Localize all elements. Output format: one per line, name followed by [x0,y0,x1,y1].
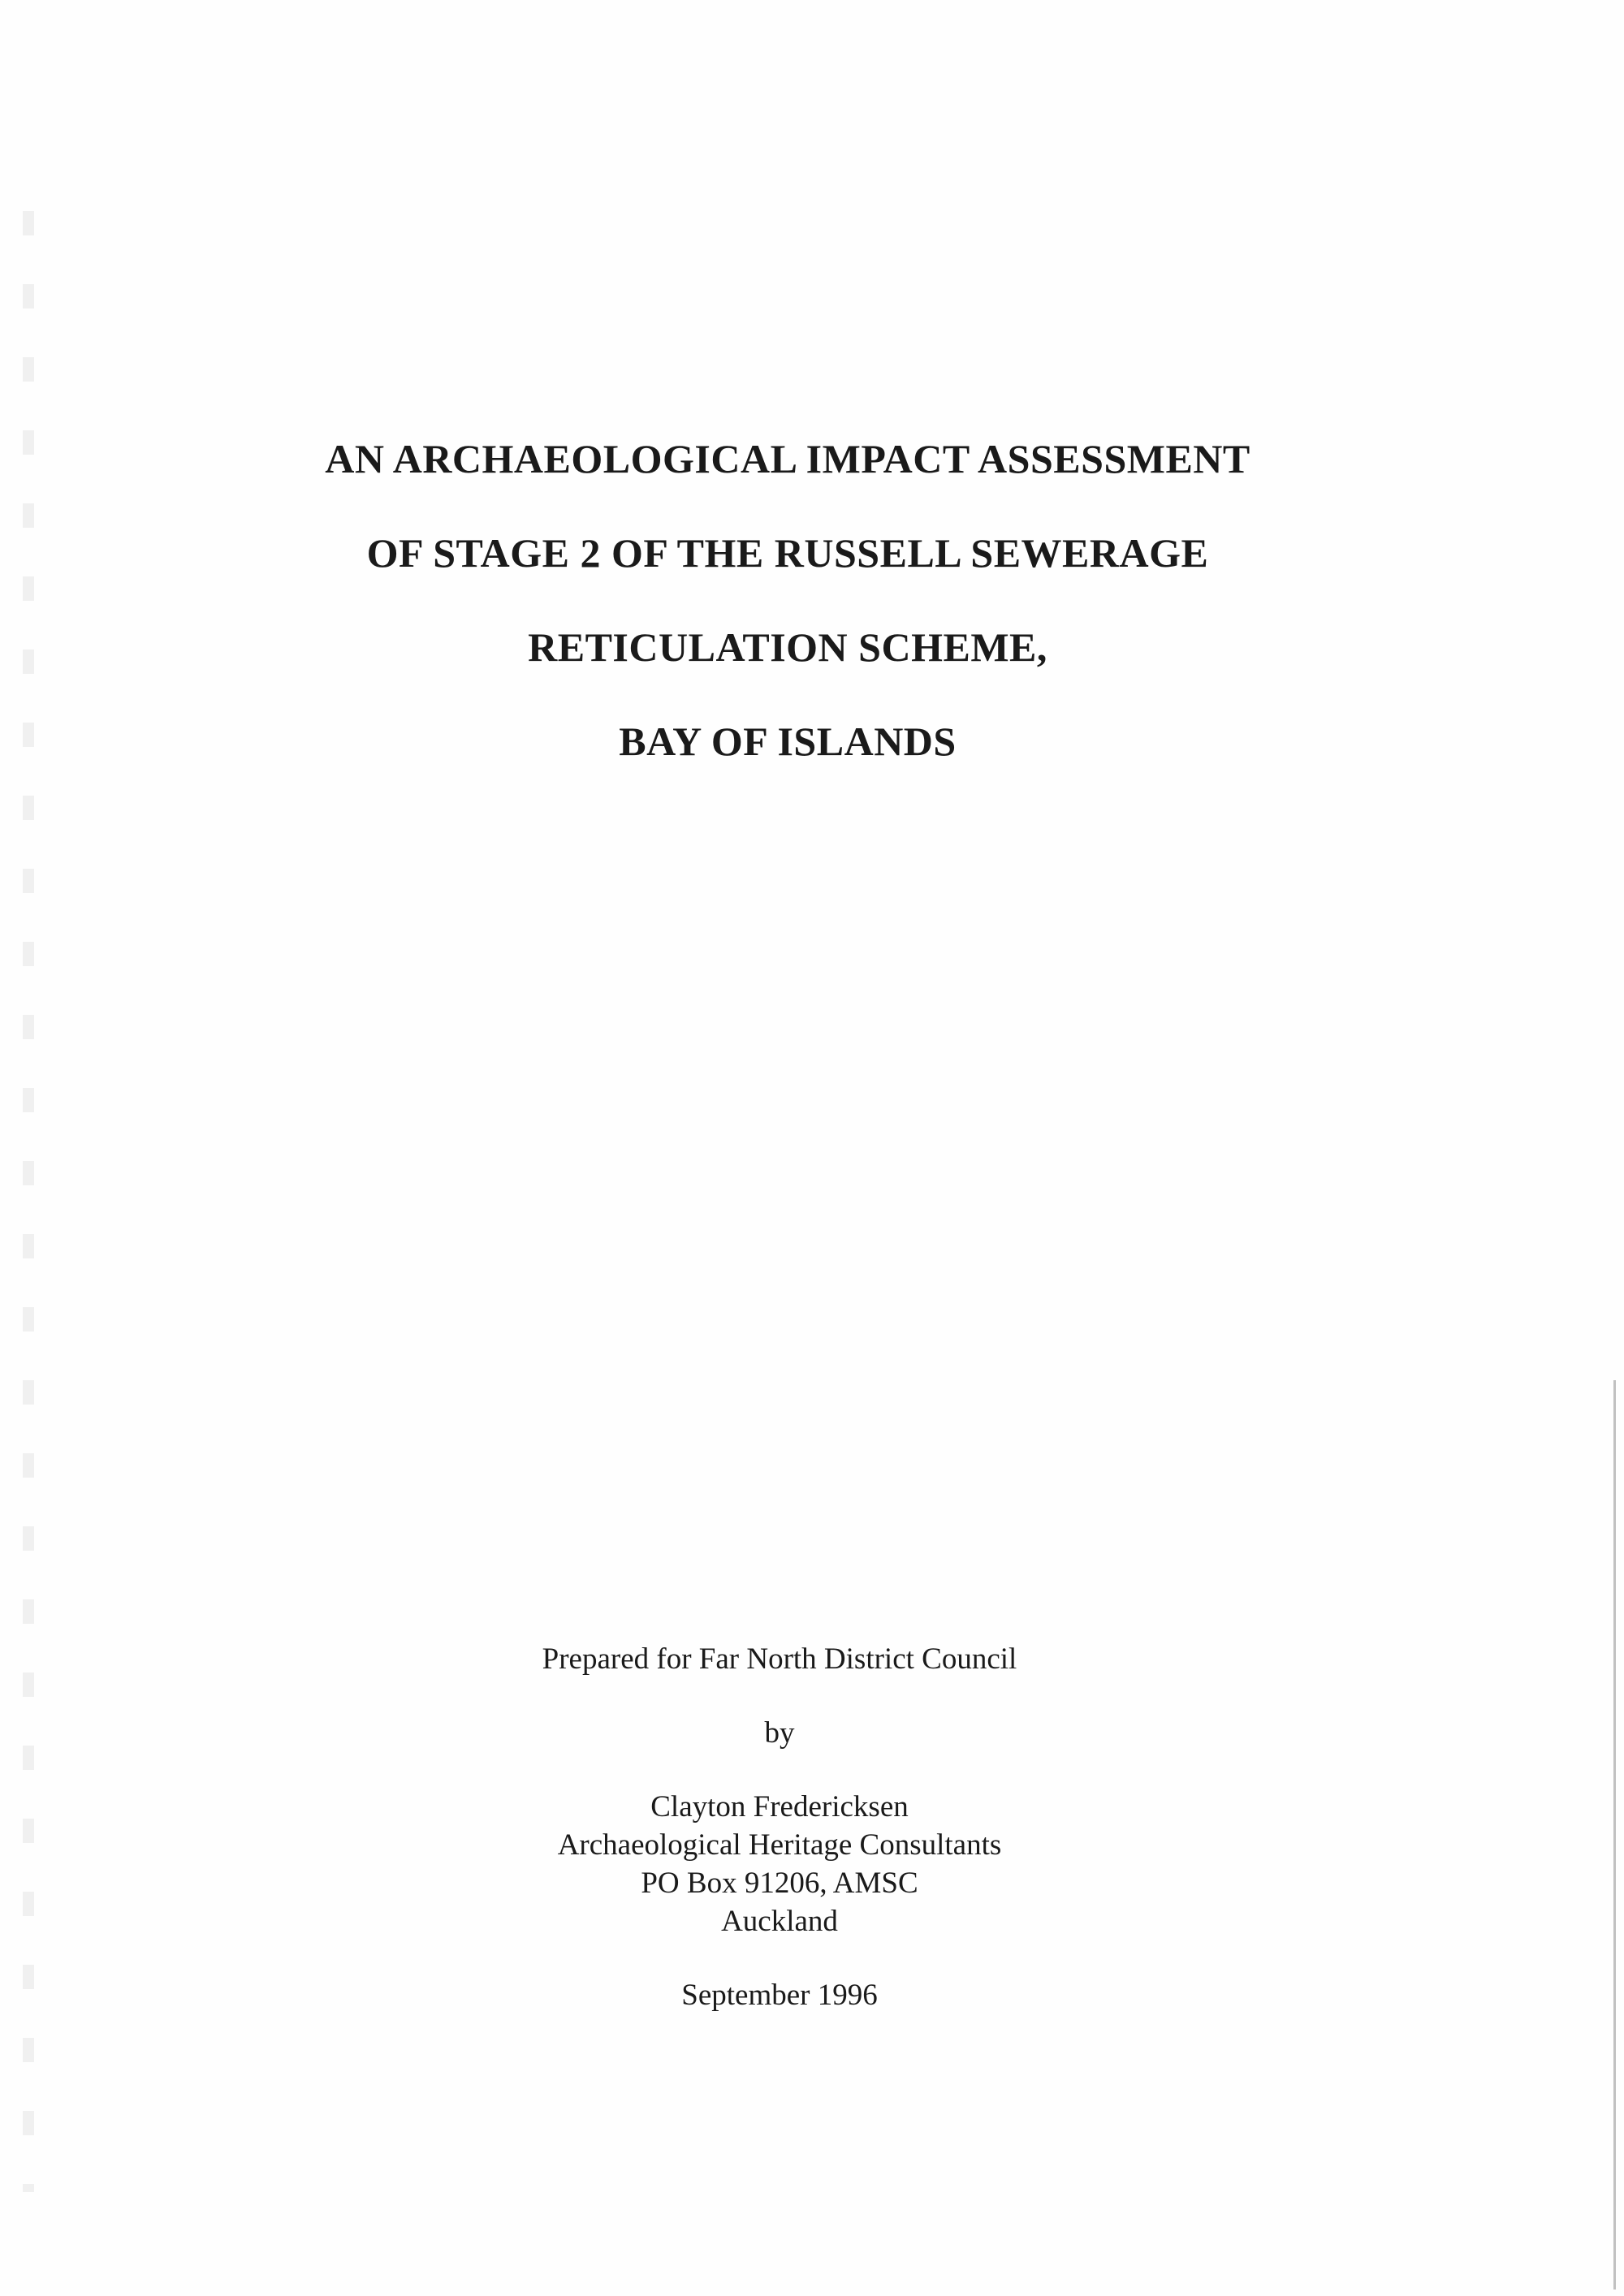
by-label: by [764,1716,795,1750]
author-organisation: Archaeological Heritage Consultants [557,1828,1002,1862]
prepared-for: Prepared for Far North District Council [542,1642,1017,1676]
title-line-4: BAY OF ISLANDS [619,719,957,764]
title-line-3: RETICULATION SCHEME, [528,624,1047,670]
report-title [0,438,1575,815]
report-date: September 1996 [681,1979,878,2012]
title-line-2: OF STAGE 2 OF THE RUSSELL SEWERAGE [366,530,1209,576]
title-line-1: AN ARCHAEOLOGICAL IMPACT ASSESSMENT [325,436,1250,481]
credits-block [0,1640,1559,2014]
author-address: PO Box 91206, AMSC [641,1867,918,1900]
author-city: Auckland [721,1905,838,1938]
author-name: Clayton Fredericksen [650,1790,909,1823]
scan-edge-line [1613,1380,1616,2290]
